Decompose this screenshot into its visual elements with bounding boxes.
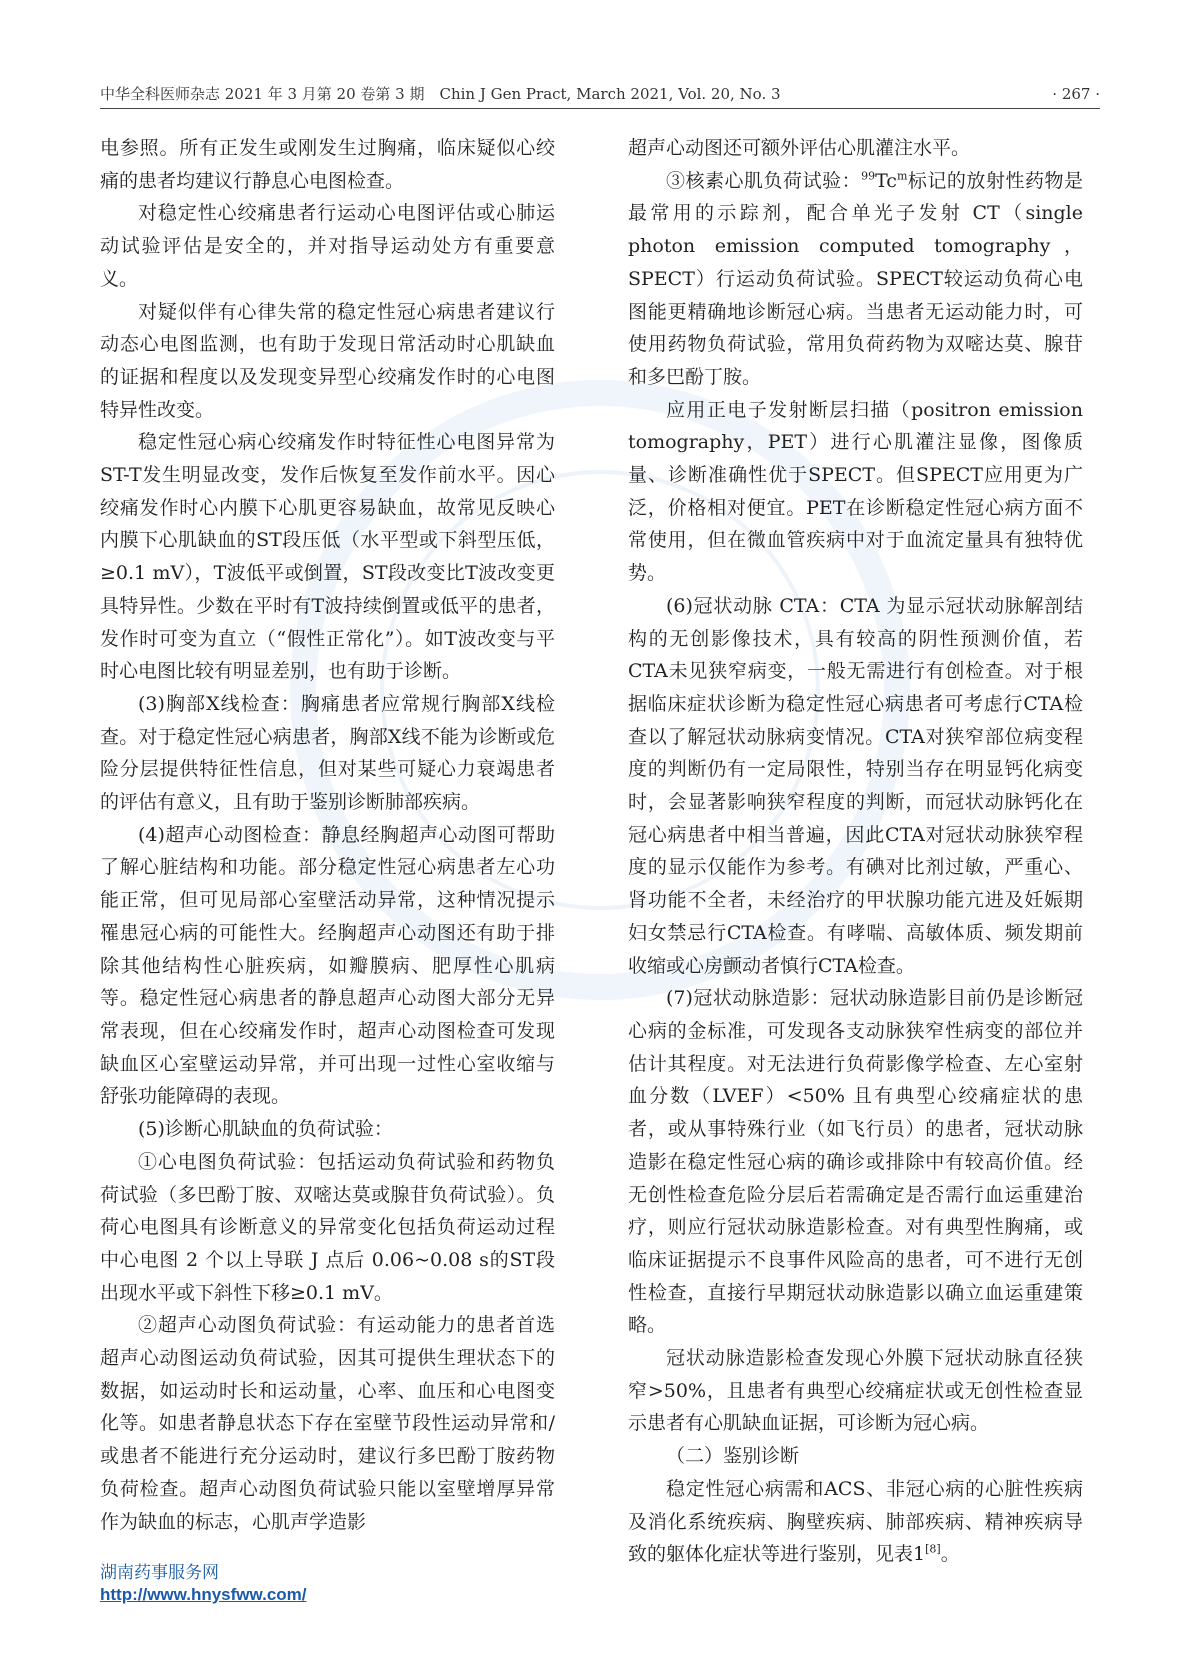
section-heading: （二）鉴别诊断 [666,1445,800,1468]
left-column [100,132,555,1538]
paragraph: (6)冠状动脉 CTA：CTA 为显示冠状动脉解剖结构的无创影像技术，具有较高的阴性预测价值，若CTA未见狭窄病变，一般无需进行有创检查。对于根据临床症状诊断为稳定性冠心病患者可考虑行CTA检查以了解冠状动脉病变情况。CTA对狭窄部位病变程度的判断仍有一定局限性，特别当存在明显钙化病变时，会显著影响狭窄程度的判断，而冠状动脉钙化在冠心病患者中相当普遍，因此CTA对冠状动脉狭窄程度的显示仅能作为参考。有碘对比剂过敏，严重心、肾功能不全者，未经治疗的甲状腺功能亢进及妊娠期妇女禁忌行CTA检查。有哮喘、高敏体质、频发期前收缩或心房颤动者慎行CTA检查。 [628,594,1083,977]
paragraph: 超声心动图还可额外评估心肌灌注水平。 [628,137,971,159]
reference-superscript: [8] [925,1542,941,1556]
paragraph [628,165,1083,394]
journal-citation: 中华全科医师杂志 2021 年 3 月第 20 卷第 3 期 Chin J Gen Pract, March 2021, Vol. 20, No. 3 [100,85,781,103]
paragraph: 应用正电子发射断层扫描（positron emission tomography，PET）进行心肌灌注显像，图像质量、诊断准确性优于SPECT。但SPECT应用更为广泛，价格相对便宜。PET在诊断稳定性冠心病方面不常使用，但在微血管疾病中对于血流定量具有独特优势。 [628,398,1083,585]
paragraph: 对稳定性心绞痛患者行运动心电图评估或心肺运动试验评估是安全的，并对指导运动处方有重要意义。 [100,202,555,290]
paragraph: 稳定性冠心病心绞痛发作时特征性心电图异常为ST-T发生明显改变，发作后恢复至发作前水平。因心绞痛发作时心内膜下心肌更容易缺血，故常见反映心内膜下心肌缺血的ST段压低（水平型或下斜型压低，≥0.1 mV），T波低平或倒置，ST段改变比T波改变更具特异性。少数在平时有T波持续倒置或低平的患者，发作时可变为直立（“假性正常化”）。如T波改变与平时心电图比较有明显差别，也有助于诊断。 [100,431,555,683]
right-column [628,132,1083,1571]
paragraph: 冠状动脉造影检查发现心外膜下冠状动脉直径狭窄>50%，且患者有典型心绞痛症状或无创性检查显示患者有心肌缺血证据，可诊断为冠心病。 [628,1347,1083,1435]
paragraph: ①心电图负荷试验：包括运动负荷试验和药物负荷试验（多巴酚丁胺、双嘧达莫或腺苷负荷试验）。负荷心电图具有诊断意义的异常变化包括负荷运动过程中心电图 2 个以上导联 J 点后 0.06~0.08 s的ST段出现水平或下斜性下移≥0.1 mV。 [100,1150,555,1304]
paragraph: 对疑似伴有心律失常的稳定性冠心病患者建议行动态心电图监测，也有助于发现日常活动时心肌缺血的证据和程度以及发现变异型心绞痛发作时的心电图特异性改变。 [100,300,555,421]
paragraph: (7)冠状动脉造影：冠状动脉造影目前仍是诊断冠心病的金标准，可发现各支动脉狭窄性病变的部位并估计其程度。对无法进行负荷影像学检查、左心室射血分数（LVEF）<50% 且有典型心绞痛症状的患者，或从事特殊行业（如飞行员）的患者，冠状动脉造影在稳定性冠心病的确诊或排除中有较高价值。经无创性检查危险分层后若需确定是否需行血运重建治疗，则应行冠状动脉造影检查。对有典型性胸痛，或临床证据提示不良事件风险高的患者，可不进行无创性检查，直接行早期冠状动脉造影以确立血运重建策略。 [628,987,1083,1337]
text-run: 标记的放射性药物是最常用的示踪剂，配合单光子发射 CT（single photon emission computed tomography，SPECT）行运动负荷试验。SPECT较运动负荷心电图能更精确地诊断冠心病。当患者无运动能力时，可使用药物负荷试验，常用负荷药物为双嘧达莫、腺苷和多巴酚丁胺。 [628,169,1083,388]
paragraph: (3)胸部X线检查：胸痛患者应常规行胸部X线检查。对于稳定性冠心病患者，胸部X线不能为诊断或危险分层提供特征性信息，但对某些可疑心力衰竭患者的评估有意义，且有助于鉴别诊断肺部疾病。 [100,692,555,814]
element-symbol: Tc [875,169,897,192]
paragraph: (4)超声心动图检查：静息经胸超声心动图可帮助了解心脏结构和功能。部分稳定性冠心病患者左心功能正常，但可见局部心室壁活动异常，这种情况提示罹患冠心病的可能性大。经胸超声心动图还有助于排除其他结构性心脏疾病，如瓣膜病、肥厚性心肌病等。稳定性冠心病患者的静息超声心动图大部分无异常表现，但在心绞痛发作时，超声心动图检查可发现缺血区心室壁运动异常，并可出现一过性心室收缩与舒张功能障碍的表现。 [100,823,555,1108]
paragraph [628,1473,1083,1571]
text-run: ③核素心肌负荷试验： [666,169,862,192]
text-run: 稳定性冠心病需和ACS、非冠心病的心脏性疾病及消化系统疾病、胸壁疾病、肺部疾病、精神疾病导致的躯体化症状等进行鉴别，见表1 [628,1477,1083,1566]
site-name: 湖南药事服务网 [100,1563,219,1582]
metastable-superscript: m [896,169,908,183]
isotope-mass-superscript: 99 [861,169,876,183]
site-url-link[interactable]: http://www.hnysfww.com/ [100,1585,307,1604]
running-header [100,80,1100,109]
paragraph: 电参照。所有正发生或刚发生过胸痛，临床疑似心绞痛的患者均建议行静息心电图检查。 [100,137,555,192]
subheading: (5)诊断心肌缺血的负荷试验： [138,1118,393,1141]
paragraph: ②超声心动图负荷试验：有运动能力的患者首选超声心动图运动负荷试验，因其可提供生理状态下的数据，如运动时长和运动量，心率、血压和心电图变化等。如患者静息状态下存在室壁节段性运动异常和/或患者不能进行充分运动时，建议行多巴酚丁胺药物负荷检查。超声心动图负荷试验只能以室壁增厚异常作为缺血的标志，心肌声学造影 [100,1314,555,1533]
footer-watermark [100,1562,307,1606]
page-number: · 267 · [1052,85,1100,103]
text-run: 。 [940,1543,960,1566]
